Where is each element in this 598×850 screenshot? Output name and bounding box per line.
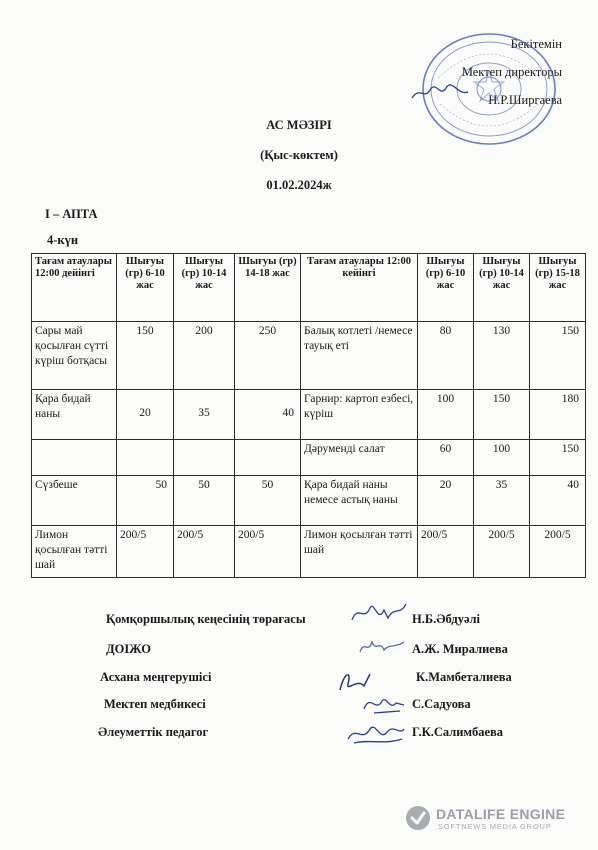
portion-value: 150 [530, 322, 586, 390]
table-row [32, 526, 586, 578]
portion-value: 40 [530, 476, 586, 526]
datalife-logo-icon [404, 804, 432, 832]
signatory-name: К.Мамбеталиева [416, 670, 512, 684]
portion-value: 200/5 [530, 526, 586, 578]
signature-row [0, 670, 598, 696]
dish-name: Дәрумендi салат [301, 440, 418, 476]
signatory-name: Г.К.Салимбаева [412, 725, 504, 739]
header-portion-15-18-afternoon: Шығуы (гр) 15-18 жас [530, 254, 586, 322]
portion-value: 200/5 [117, 526, 174, 578]
portion-value: 180 [530, 390, 586, 440]
header-portion-10-14-afternoon: Шығуы (гр) 10-14 жас [474, 254, 530, 322]
handwritten-signature [344, 719, 406, 749]
portion-value: 60 [418, 440, 474, 476]
portion-value: 50 [235, 476, 301, 526]
header-portion-14-18: Шығуы (гр) 14-18 жас [235, 254, 301, 322]
portion-value: 40 [235, 390, 301, 440]
portion-value: 35 [174, 390, 235, 440]
portion-value: 80 [418, 322, 474, 390]
signature-row [0, 697, 598, 723]
signatory-role: Қомқоршылық кеңесінің төрағасы [106, 612, 306, 626]
portion-value: 200/5 [235, 526, 301, 578]
header-meal-after-noon: Тағам атаулары 12:00 кейінгі [301, 254, 418, 322]
signature-row [0, 725, 598, 751]
table-row [32, 440, 586, 476]
table-row [32, 476, 586, 526]
portion-value: 200/5 [418, 526, 474, 578]
portion-value: 250 [235, 322, 301, 390]
portion-value: 50 [117, 476, 174, 526]
portion-value [235, 440, 301, 476]
portion-value [174, 440, 235, 476]
dish-name: Қара бидай наны [32, 390, 117, 440]
table-row [32, 322, 586, 390]
portion-value: 200 [174, 322, 235, 390]
dish-name: Лимон қосылған тәтті шай [301, 526, 418, 578]
header-meal-before-noon: Тағам атаулары 12:00 дейінгі [32, 254, 117, 322]
portion-value: 200/5 [174, 526, 235, 578]
portion-value: 35 [474, 476, 530, 526]
approval-line-director-name: Н.Р.Ширгаева [488, 93, 562, 107]
watermark-title: DATALIFE ENGINE [436, 806, 566, 822]
signatory-name: С.Садуова [412, 697, 471, 711]
handwritten-signature [356, 634, 408, 660]
page-title: АС МӘЗІРІ [266, 118, 332, 132]
portion-value: 50 [174, 476, 235, 526]
portion-value: 150 [117, 322, 174, 390]
approval-line-position: Мектеп директоры [461, 65, 562, 79]
approval-line-approve: Бекітемін [510, 37, 562, 51]
dish-name: Қара бидай наны немесе астық наны [301, 476, 418, 526]
table-row [32, 390, 586, 440]
signatory-name: Н.Б.Әбдуәлі [412, 612, 481, 626]
portion-value: 100 [474, 440, 530, 476]
week-label: І – АПТА [45, 207, 98, 221]
dish-name [32, 440, 117, 476]
dish-name: Балық котлеті /немесе тауық еті [301, 322, 418, 390]
season-subtitle: (Қыс-көктем) [260, 148, 338, 162]
portion-value [117, 440, 174, 476]
signature-row [0, 642, 598, 668]
signatory-role: Асхана меңгерушісі [100, 670, 212, 684]
portion-value: 20 [418, 476, 474, 526]
watermark-subtitle: SOFTNEWS MEDIA GROUP [438, 822, 552, 831]
menu-table [31, 253, 586, 578]
portion-value: 150 [530, 440, 586, 476]
day-label: 4-күн [47, 233, 79, 247]
header-portion-6-10-afternoon: Шығуы (гр) 6-10 жас [418, 254, 474, 322]
director-signature [410, 82, 470, 104]
header-portion-6-10: Шығуы (гр) 6-10 жас [117, 254, 174, 322]
dish-name: Лимон қосылған тәтті шай [32, 526, 117, 578]
portion-value: 20 [117, 390, 174, 440]
signatory-name: А.Ж. Миралиева [412, 642, 508, 656]
portion-value: 100 [418, 390, 474, 440]
watermark [404, 802, 584, 834]
handwritten-signature [348, 598, 408, 628]
dish-name: Сары май қосылған сүтті күріш ботқасы [32, 322, 117, 390]
signatory-role: ДОІЖО [106, 642, 151, 656]
signature-row [0, 612, 598, 638]
table-header-row [32, 254, 586, 322]
menu-date: 01.02.2024ж [266, 178, 332, 192]
dish-name: Сүзбеше [32, 476, 117, 526]
signatory-role: Мектеп медбикесі [104, 697, 206, 711]
signatory-role: Әлеуметтік педагог [98, 725, 209, 739]
portion-value: 150 [474, 390, 530, 440]
portion-value: 130 [474, 322, 530, 390]
handwritten-signature [360, 689, 406, 719]
portion-value: 200/5 [474, 526, 530, 578]
dish-name: Гарнир: картоп езбесі, күріш [301, 390, 418, 440]
header-portion-10-14: Шығуы (гр) 10-14 жас [174, 254, 235, 322]
